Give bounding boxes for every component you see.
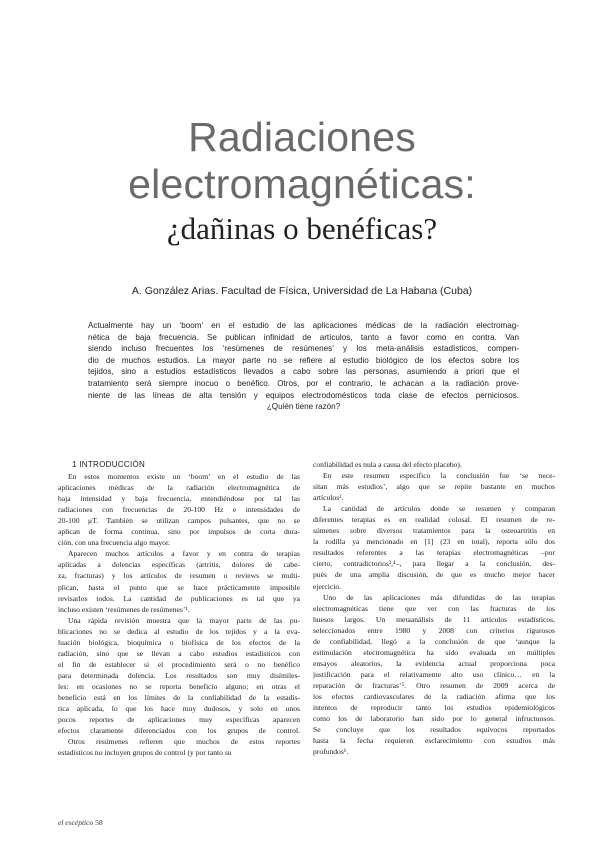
body-line: hasta la fecha requieren esclarecimiento con estudios más	[313, 736, 555, 746]
article-title-line-1: Radiaciones	[188, 114, 416, 160]
body-line: reparación de fracturas’⁵. Otro resumen de 2009 acerca de	[313, 680, 555, 690]
body-line: les: en ocasiones no se reporta beneficio alguno; en otras el	[58, 681, 300, 691]
magazine-name: el escéptico	[58, 818, 94, 827]
body-line: tica aplicada, lo que los hace muy dudosos, y solo en unos	[58, 704, 300, 714]
abstract	[88, 320, 519, 413]
body-line: el fin de establecer si el procedimiento será o no benéfico	[58, 659, 300, 669]
body-line: estadísticos no incluyen grupos de control (y por tanto su	[58, 748, 232, 758]
section-heading: 1 INTRODUCCIÓN	[72, 460, 146, 469]
body-line: pocos reportes de aplicaciones muy específicas aparecen	[58, 715, 300, 725]
body-line: baja intensidad y baja frecuencia, entendiéndose por tal las	[58, 494, 300, 504]
body-line: seleccionados entre 1980 y 2008 con criterios rigurosos	[313, 625, 555, 635]
body-line: efectos claramente diferenciados con los grupos de control.	[58, 726, 300, 736]
author-affiliation: A. González Arias. Facultad de Física, Universidad de La Habana (Cuba)	[131, 285, 473, 297]
body-line: Aparecen muchos artículos a favor y en contra de terapias	[68, 549, 300, 559]
body-line: huesos largos. Un metaanálisis de 11 artículos estadísticos,	[313, 614, 555, 624]
body-line: de confiabilidad, llegó a la conclusión de que ‘aunque la	[313, 636, 555, 646]
body-line: los efectos cardiovasculares de la radiación afirma que los	[313, 691, 555, 701]
body-line: luación biológica, bioquímica o biofísica de los efectos de la	[58, 637, 300, 647]
body-line: para determinada dolencia. Los resultados son muy disímiles-	[58, 670, 300, 680]
body-line: la rodilla ya mencionado en [1] (23 en total), reporta sólo dos	[313, 537, 555, 547]
body-line: za, fracturas) y los artículos de resumen o reviews se multi-	[58, 571, 300, 581]
body-line: justificación para el relativamente alto uso clínico… en la	[313, 669, 555, 679]
body-line: ejercicio.	[313, 581, 342, 591]
body-line: sitan más estudios’, algo que se repite bastante en muchos	[313, 482, 555, 492]
abstract-line: dio de muchos estudios. La mayor parte no se refiere al estudio biológico de los efectos sobre los	[88, 355, 519, 365]
right-column-text	[313, 459, 555, 757]
body-line: profundos⁶.	[313, 747, 349, 757]
abstract-line: Actualmente hay un ‘boom’ en el estudio de las aplicaciones médicas de la radiación electromag-	[88, 321, 519, 330]
body-line: radiaciones con frecuencias de 20-100 Hz e intensidades de	[58, 505, 300, 515]
body-line: pués de una amplia discusión, de que es mucho mejor hacer	[313, 570, 555, 580]
body-line: Otros resúmenes refieren que muchos de estos reportes	[68, 737, 300, 747]
body-line: aplican de forma continua, sino por impulsos de corta dura-	[58, 527, 300, 537]
abstract-line: tejidos, sino a estudios estadísticos llevados a cabo sobre las personas, asumiendo a priori que el	[88, 367, 519, 377]
article-title-line-2: electromagnéticas:	[128, 161, 476, 207]
body-line: súmenes sobre diversos tratamientos para la osteoartritis en	[313, 526, 555, 536]
abstract-line: siendo incluso frecuentes los ‘resúmenes de resúmenes’ y los meta-análisis estadísticos, compen-	[88, 344, 519, 354]
body-line: aplicadas a dolencias específicas (artritis, dolores de cabe-	[58, 560, 300, 570]
body-column-left	[58, 459, 300, 758]
body-line: diferentes terapias es en realidad colosal. El resumen de re-	[313, 515, 555, 525]
body-line: aplicaciones médicas de la radiación electromagnética de	[58, 483, 300, 493]
body-line: confiabilidad es nula a causa del efecto placebo).	[313, 460, 462, 469]
page-number: 58	[95, 818, 103, 827]
body-line: revisarlos todos. La cantidad de publicaciones es tal que ya	[58, 593, 300, 603]
body-line: Uno de las aplicaciones más difundidas de las terapias	[323, 592, 555, 602]
left-column-text	[58, 471, 300, 758]
body-line: En estos momentos existe un ‘boom’ en el estudio de las	[68, 472, 300, 482]
body-line: incluso existen ‘resúmenes de resúmenes’¹.	[58, 604, 190, 614]
body-line: cierto, contradictorios³,⁴–, para llegar a la conclusión, des-	[313, 559, 555, 569]
body-line: ensayos aleatorios, la evidencia actual proporciona poca	[313, 658, 555, 668]
article-subtitle: ¿dañinas o benéficas?	[166, 211, 438, 246]
abstract-line: niente de las líneas de alta tensión y equipos electrodomésticos toda clase de efectos perniciosos.	[88, 390, 519, 400]
abstract-line: ¿Quién tiene razón?	[266, 402, 341, 412]
page-footer	[58, 818, 103, 827]
body-line: Se concluye que los resultados equívocos reportados	[313, 725, 555, 735]
body-column-right	[313, 459, 555, 757]
body-line: electromagnéticas tiene que ver con las fracturas de los	[313, 603, 555, 613]
body-line: La cantidad de artículos donde se resumen y comparan	[323, 504, 555, 514]
body-line: beneficio está en los límites de la confiabilidad de la estadís-	[58, 692, 300, 702]
body-line: blicaciones no se dedica al estudio de los tejidos y a la eva-	[58, 626, 300, 636]
body-line: estimulación electromagnética ha sido evaluada en múltiples	[313, 647, 555, 657]
abstract-line: nética de baja frecuencia. Se publican infinidad de artículos, tanto a favor como en contra. Van	[88, 332, 519, 342]
body-line: intentos de reproducir tanto los estudios epidemiológicos	[313, 703, 555, 713]
body-line: como los de laboratorio han sido por lo general infructuosos.	[313, 714, 555, 724]
body-line: Una rápida revisión muestra que la mayor parte de las pu-	[68, 615, 300, 625]
body-line: plican, hasta el punto que se hace prácticamente imposible	[58, 582, 300, 592]
body-line: resultados referentes a las terapias electromagnéticas –por	[313, 548, 555, 558]
body-line: radiación, sino que se llevan a cabo estudios estadísticos con	[58, 648, 300, 658]
body-line: artículos².	[313, 493, 344, 503]
body-line: En este resumen específico la conclusión fue ‘se nece-	[323, 471, 555, 481]
body-line: 20-100 μT. También se utilizan campos pulsantes, que no se	[58, 516, 300, 526]
abstract-line: tratamiento será siempre inocuo o benéfico. Otros, por el contrario, le achacan a la radiación prove-	[88, 378, 519, 388]
body-line: ción, con una frecuencia algo mayor.	[58, 538, 170, 548]
